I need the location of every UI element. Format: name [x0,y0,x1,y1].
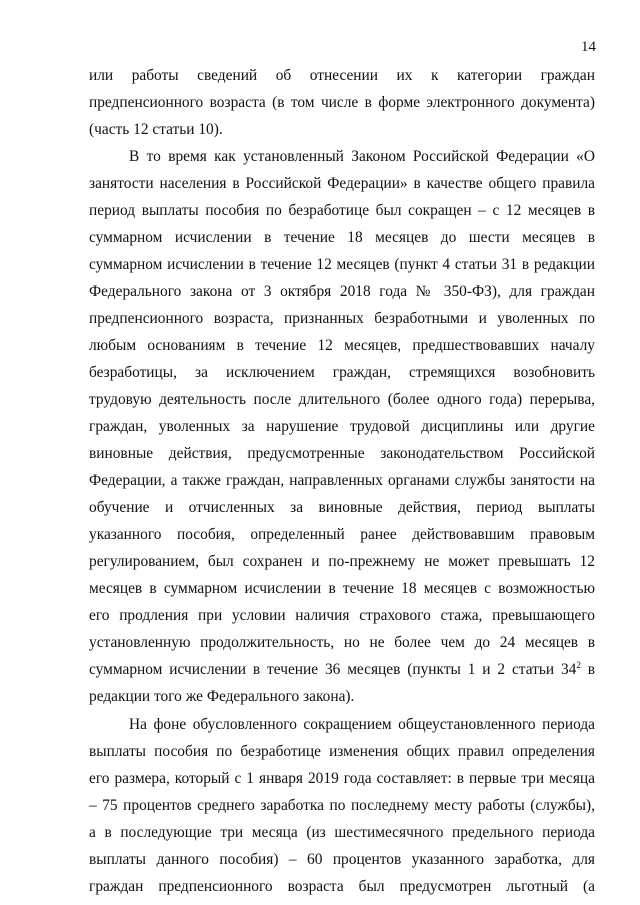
text-line: а в последующие три месяца (из шестимесячного предельного периода [89,824,595,841]
text-line: его продления при условии наличия страхового стажа, превышающего [89,607,595,624]
text-line: занятости населения в Российской Федерации» в качестве общего правила [89,175,595,192]
text-line: любым основаниям в течение 12 месяцев, предшествовавших началу [89,337,595,354]
paragraph [89,62,595,143]
text-line: В то время как установленный Законом Российской Федерации «О [129,148,595,165]
text-line: граждан предпенсионного возраста был предусмотрен льготный (а [89,878,595,895]
text-line: указанного пособия, определенный ранее действовавшим правовым [89,526,595,543]
text-line: безработицы, за исключением граждан, стремящихся возобновить [89,364,595,381]
text-line: период выплаты пособия по безработице был сокращен – с 12 месяцев в [89,202,595,219]
text-line: редакции того же Федерального закона). [89,688,355,705]
text-line: обучение и отчисленных за виновные действия, период выплаты [89,499,595,516]
document-body [89,62,595,900]
text-line: – 75 процентов среднего заработка по последнему месту работы (службы), [89,797,595,814]
line-text: суммарном исчислении в течение 36 месяцев (пункты 1 и 2 статьи 34 [89,661,577,678]
text-line: регулированием, был сохранен и по-прежнему не может превышать 12 [89,553,595,570]
paragraph [89,143,595,710]
text-line: виновные действия, предусмотренные законодательством Российской [89,445,595,462]
paragraph [89,711,595,900]
text-line: трудовую деятельность после длительного (более одного года) перерыва, [89,391,595,408]
text-line: На фоне обусловленного сокращением общеустановленного периода [129,716,595,733]
line-text-tail: в [580,661,595,678]
text-line: месяцев в суммарном исчислении в течение 18 месяцев с возможностью [89,580,595,597]
text-line: установленную продолжительность, но не более чем до 24 месяцев в [89,634,595,651]
page-number: 14 [581,39,596,55]
text-line: предпенсионного возраста, признанных безработными и уволенных по [89,310,595,327]
text-line: или работы сведений об отнесении их к категории граждан [89,67,595,84]
text-line: выплаты пособия по безработице изменения общих правил определения [89,743,595,760]
text-line: Федерации, а также граждан, направленных органами службы занятости на [89,472,595,489]
text-line: выплаты данного пособия) – 60 процентов указанного заработка, для [89,851,595,868]
text-line: (часть 12 статьи 10). [89,121,223,138]
text-line: его размера, который с 1 января 2019 года составляет: в первые три месяца [89,770,595,787]
text-line-with-superscript [89,656,595,683]
text-line: суммарном исчислении в течение 18 месяцев до шести месяцев в [89,229,595,246]
text-line: предпенсионного возраста (в том числе в форме электронного документа) [89,94,595,111]
text-line: суммарном исчислении в течение 12 месяцев (пункт 4 статьи 31 в редакции [89,256,595,273]
text-line: Федерального закона от 3 октября 2018 года № 350-ФЗ), для граждан [89,283,595,300]
superscript: 2 [576,659,581,670]
text-line: граждан, уволенных за нарушение трудовой дисциплины или другие [89,418,595,435]
